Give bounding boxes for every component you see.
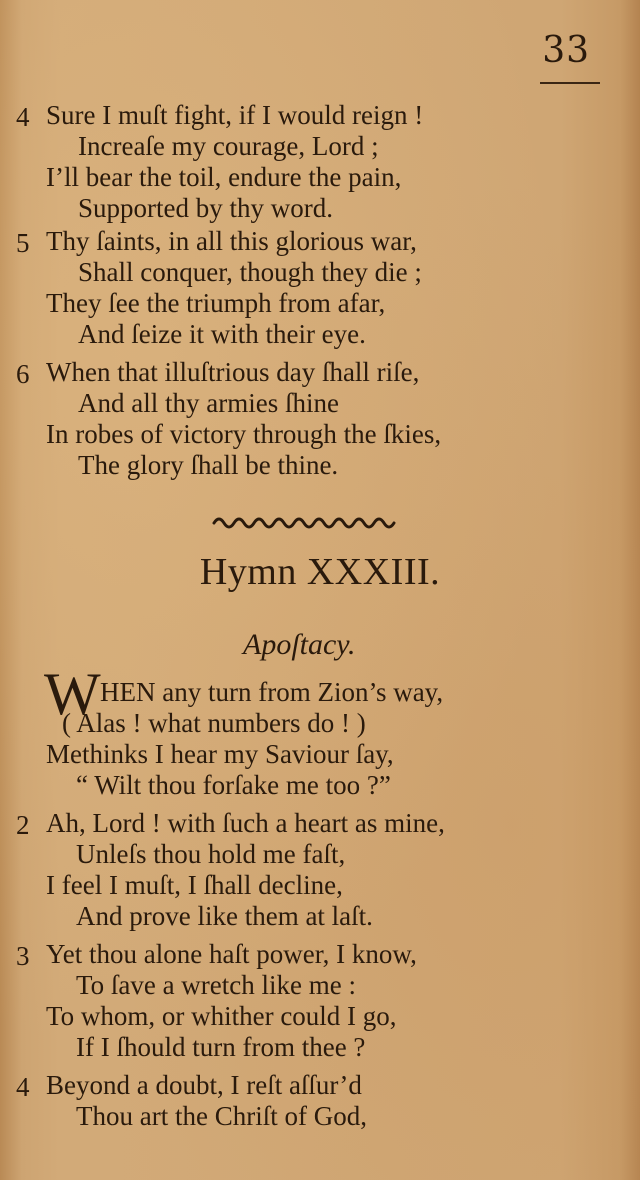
verse-number: 4: [16, 102, 30, 132]
verse-line: Increaſe my courage, Lord ;: [78, 131, 379, 161]
verse-line: When that illuſtrious day ſhall riſe,: [46, 357, 420, 387]
verse-line: Unleſs thou hold me faſt,: [76, 839, 346, 869]
page-number: 33: [542, 30, 590, 71]
verse-line: Sure I muſt fight, if I would reign !: [46, 100, 424, 130]
verse-line: HEN any turn from Zion’s way,: [100, 677, 444, 707]
verse-line: Thou art the Chriſt of God,: [76, 1101, 367, 1131]
verse-line: ( Alas ! what numbers do ! ): [62, 708, 366, 738]
ornament-divider: [212, 512, 396, 532]
verse-number: 2: [16, 810, 30, 840]
hymn-subtitle: Apoſtacy.: [243, 628, 356, 661]
verse-number: 5: [16, 228, 30, 258]
header-rule: [540, 82, 600, 84]
verse-line: I feel I muſt, I ſhall decline,: [46, 870, 343, 900]
verse-line: Beyond a doubt, I reſt aſſur’d: [46, 1070, 362, 1100]
verse-line: To whom, or whither could I go,: [46, 1001, 397, 1031]
verse-line: Yet thou alone haſt power, I know,: [46, 939, 417, 969]
verse-line: I’ll bear the toil, endure the pain,: [46, 162, 402, 192]
verse-line: Ah, Lord ! with ſuch a heart as mine,: [46, 808, 445, 838]
verse-line: “ Wilt thou forſake me too ?”: [76, 770, 391, 800]
verse-line: Methinks I hear my Saviour ſay,: [46, 739, 394, 769]
verse-line: They ſee the triumph from afar,: [46, 288, 386, 318]
verse-line: If I ſhould turn from thee ?: [76, 1032, 366, 1062]
hymn-title: Hymn XXXIII.: [199, 551, 441, 593]
verse-line: To ſave a wretch like me :: [76, 970, 356, 1000]
verse-line: In robes of victory through the ſkies,: [46, 419, 442, 449]
verse-line: Shall conquer, though they die ;: [78, 257, 422, 287]
verse-line: The glory ſhall be thine.: [78, 450, 339, 480]
verse-line: Supported by thy word.: [78, 193, 333, 223]
verse-number: 6: [16, 359, 30, 389]
verse-line: And all thy armies ſhine: [78, 388, 339, 418]
drop-cap: W: [44, 661, 101, 727]
verse-line: And prove like them at laſt.: [76, 901, 373, 931]
verse-line: And ſeize it with their eye.: [78, 319, 366, 349]
verse-number: 4: [16, 1072, 30, 1102]
verse-line: Thy ſaints, in all this glorious war,: [46, 226, 417, 256]
verse-number: 3: [16, 941, 30, 971]
